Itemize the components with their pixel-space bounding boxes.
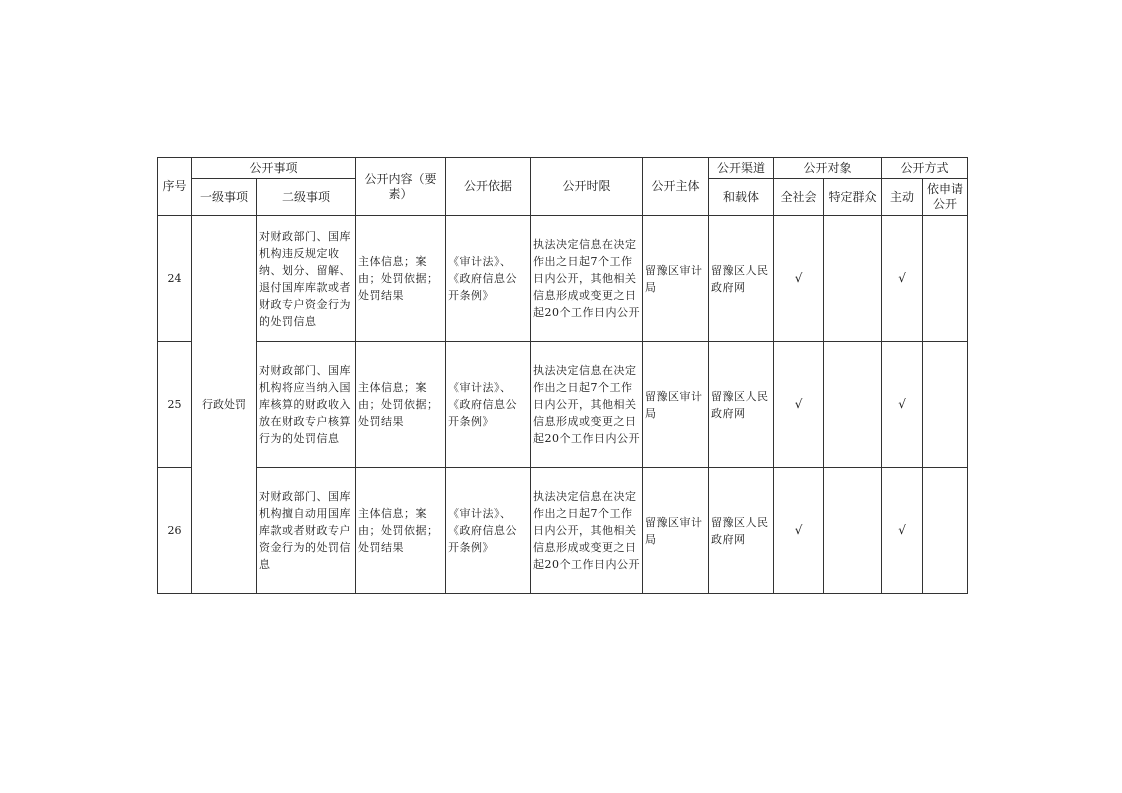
header-row-1 — [158, 158, 968, 179]
row-on-request — [923, 342, 968, 468]
row-on-request — [923, 468, 968, 594]
disclosure-table — [157, 157, 968, 594]
row-active: √ — [882, 216, 923, 342]
header-channel: 公开渠道 — [709, 158, 774, 179]
row-seq: 25 — [158, 342, 192, 468]
header-level1: 一级事项 — [192, 179, 257, 216]
header-level2: 二级事项 — [257, 179, 356, 216]
row-active: √ — [882, 468, 923, 594]
row-level2: 对财政部门、国库机构将应当纳入国库核算的财政收入放在财政专户核算行为的处罚信息 — [257, 342, 356, 468]
row-level1: 行政处罚 — [192, 216, 257, 594]
row-specific-groups — [824, 468, 882, 594]
table-row — [158, 342, 968, 468]
header-seq: 序号 — [158, 158, 192, 216]
row-subject: 留豫区审计局 — [643, 216, 709, 342]
row-whole-society: √ — [774, 468, 824, 594]
header-content: 公开内容（要素） — [356, 158, 446, 216]
row-basis: 《审计法》、《政府信息公开条例》 — [446, 468, 531, 594]
row-channel: 留豫区人民政府网 — [709, 468, 774, 594]
row-time-limit: 执法决定信息在决定作出之日起7个工作日内公开，其他相关信息形成或变更之日起20个工作日内公开 — [531, 342, 643, 468]
table-row — [158, 216, 968, 342]
row-time-limit: 执法决定信息在决定作出之日起7个工作日内公开，其他相关信息形成或变更之日起20个工作日内公开 — [531, 468, 643, 594]
header-audience: 公开对象 — [774, 158, 882, 179]
header-active: 主动 — [882, 179, 923, 216]
header-whole-society: 全社会 — [774, 179, 824, 216]
row-channel: 留豫区人民政府网 — [709, 216, 774, 342]
header-matters: 公开事项 — [192, 158, 356, 179]
header-basis: 公开依据 — [446, 158, 531, 216]
row-whole-society: √ — [774, 216, 824, 342]
row-seq: 24 — [158, 216, 192, 342]
row-subject: 留豫区审计局 — [643, 468, 709, 594]
row-specific-groups — [824, 216, 882, 342]
row-seq: 26 — [158, 468, 192, 594]
table-row — [158, 468, 968, 594]
row-level2: 对财政部门、国库机构擅自动用国库库款或者财政专户资金行为的处罚信息 — [257, 468, 356, 594]
row-subject: 留豫区审计局 — [643, 342, 709, 468]
row-content: 主体信息；案由；处罚依据；处罚结果 — [356, 216, 446, 342]
row-content: 主体信息；案由；处罚依据；处罚结果 — [356, 342, 446, 468]
row-basis: 《审计法》、《政府信息公开条例》 — [446, 342, 531, 468]
row-active: √ — [882, 342, 923, 468]
header-subject: 公开主体 — [643, 158, 709, 216]
row-whole-society: √ — [774, 342, 824, 468]
row-channel: 留豫区人民政府网 — [709, 342, 774, 468]
row-basis: 《审计法》、《政府信息公开条例》 — [446, 216, 531, 342]
header-time-limit: 公开时限 — [531, 158, 643, 216]
row-specific-groups — [824, 342, 882, 468]
row-level2: 对财政部门、国库机构违反规定收纳、划分、留解、退付国库库款或者财政专户资金行为的处罚信息 — [257, 216, 356, 342]
row-time-limit: 执法决定信息在决定作出之日起7个工作日内公开，其他相关信息形成或变更之日起20个工作日内公开 — [531, 216, 643, 342]
row-content: 主体信息；案由；处罚依据；处罚结果 — [356, 468, 446, 594]
header-specific-groups: 特定群众 — [824, 179, 882, 216]
row-on-request — [923, 216, 968, 342]
header-on-request: 依申请公开 — [923, 179, 968, 216]
header-method: 公开方式 — [882, 158, 968, 179]
header-channel-sub: 和载体 — [709, 179, 774, 216]
